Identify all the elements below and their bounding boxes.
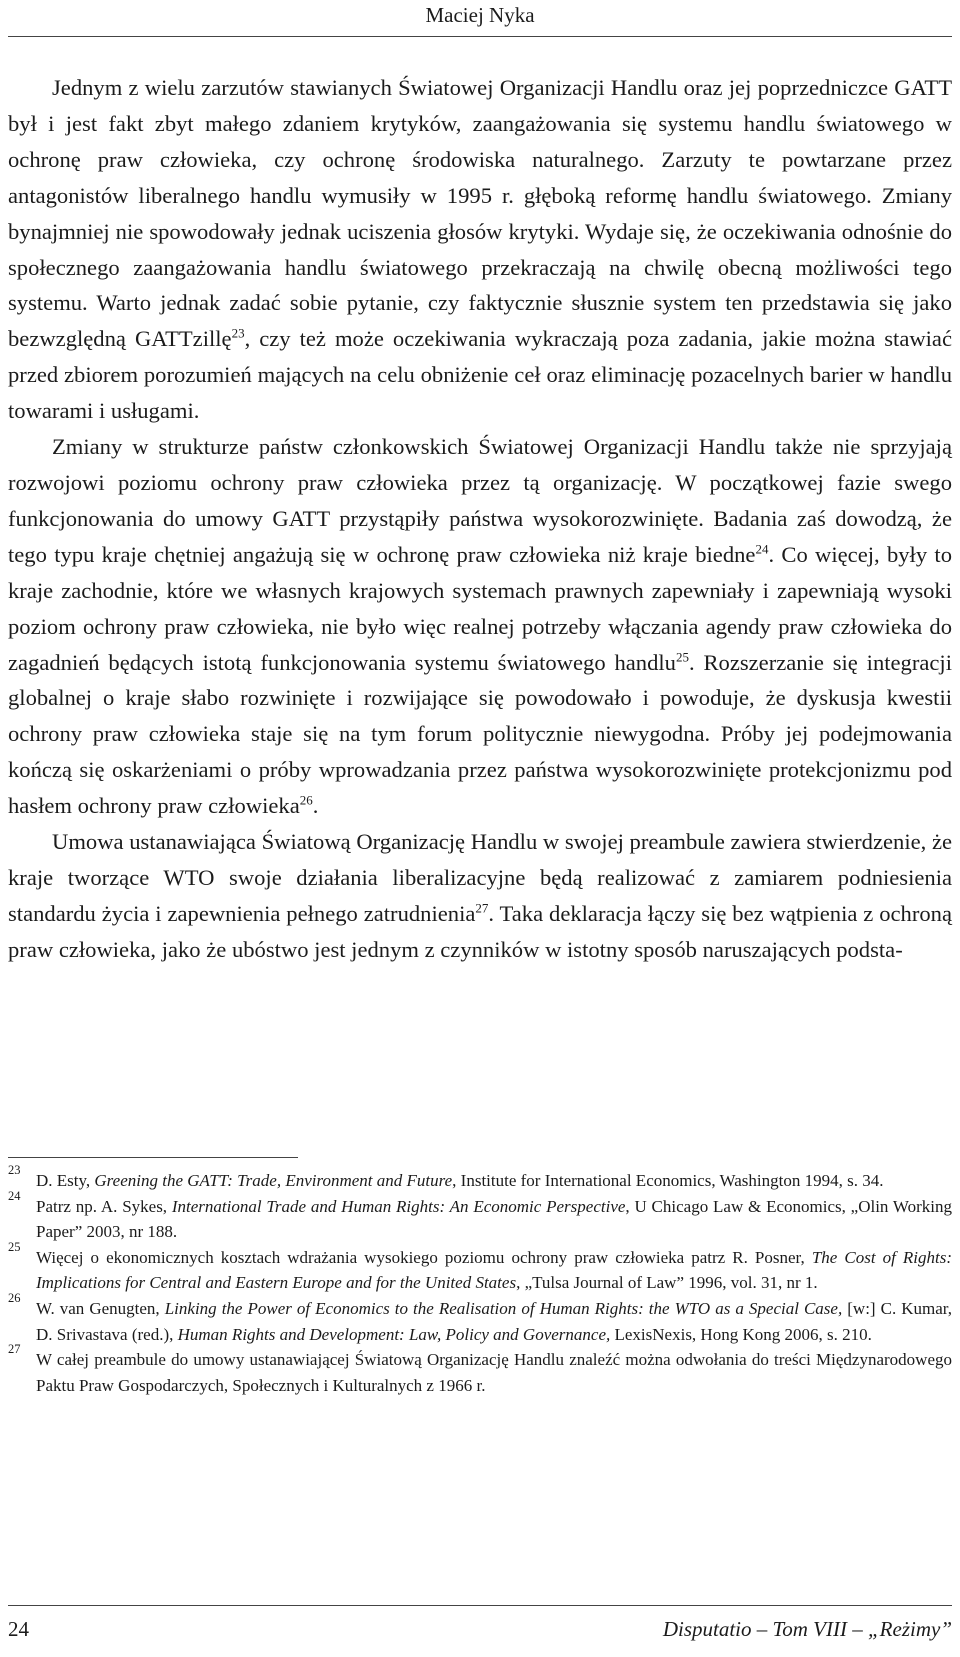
footer-rule [8,1605,952,1606]
footnote [8,1342,952,1398]
footnote-reference[interactable]: 23 [231,325,245,341]
footnote-title: Linking the Power of Economics to the Realisation of Human Rights: the WTO as a Special Case, [164,1298,843,1318]
footnote-text: , U Chicago Law & Economics, „Olin Working Paper” 2003, nr 188. [36,1196,952,1242]
paragraph-text: . Rozszerzanie się integracji globalnej o kraje słabo rozwinięte i rozwijające się powodowało i powoduje, że dyskusja kwestii ochrony praw człowieka staje się na tym forum politycznie niewygodna. Próby jej podejmowania kończą się oskarżeniami o próby wprowadzania przez państwa wysokorozwinięte protekcjonizmu pod hasłem ochrony praw człowieka [8,649,952,819]
paragraph-text: Zmiany w strukturze państw członkowskich Światowej Organizacji Handlu także nie sprzyjają rozwojowi poziomu ochrony praw człowieka przez tą organizację. W początkowej fazie swego funkcjonowania do umowy GATT przystąpiły państwa wysokorozwinięte. Badania zaś dowodzą, że tego typu kraje chętniej angażują się w ochronę praw człowieka niż kraje biedne [8,434,952,567]
footnote-reference[interactable]: 27 [475,900,489,916]
footnote-text: , „Tulsa Journal of Law” 1996, vol. 31, nr 1. [516,1273,818,1293]
footnote-text: Więcej o ekonomicznych kosztach wdrażania wysokiego poziomu ochrony praw człowieka patrz R. Posner, [36,1247,812,1267]
header-rule [8,36,952,37]
footnote-text: [w:] C. Kumar, D. Srivastava (red.), [36,1298,953,1344]
footnote-reference[interactable]: 26 [299,792,313,808]
footnotes [8,1163,953,1398]
paragraph-text: . [312,793,319,819]
footnote-title: Human Rights and Development: Law, Policy and Governance, [177,1324,611,1344]
journal-title: Disputatio – Tom VIII – „Reżimy” [662,1617,952,1641]
footnote-text: W. van Genugten, [36,1298,165,1318]
footnote [8,1239,952,1296]
footnote-separator [8,1157,298,1158]
footnote-number: 27 [8,1342,21,1357]
footnote-reference[interactable]: 24 [755,541,769,557]
footnote-text: , Institute for International Economics, Washington 1994, s. 34. [452,1171,884,1190]
page-number: 24 [8,1617,29,1641]
running-footer [8,1614,952,1650]
footnote-text: D. Esty, [36,1171,95,1190]
footnote-number: 25 [8,1239,21,1254]
footnote [8,1290,953,1347]
paragraph-text: Umowa ustanawiająca Światową Organizację Handlu w swojej preambule zawiera stwierdzenie, że kraje tworzące WTO swoje działania liberalizacyjne będą realizować z zamiarem podniesienia standardu życia i zapewnienia pełnego zatrudnienia [8,829,952,926]
footnote-title: Greening the GATT: Trade, Environment and Future [94,1171,453,1190]
body-paragraph [8,70,952,429]
paragraph-text: Jednym z wielu zarzutów stawianych Światowej Organizacji Handlu oraz jej poprzedniczce GATT był i jest fakt zbyt małego zdaniem krytyków, zaangażowania się systemu handlu światowego w ochronę praw człowieka, czy ochronę środowiska naturalnego. Zarzuty te powtarzane przez antagonistów liberalnego handlu wymusiły w 1995 r. głęboką reformę handlu światowego. Zmiany bynajmniej nie spowodowały jednak uciszenia głosów krytyki. Wydaje się, że oczekiwania odnośnie do społecznego zaangażowania handlu światowego przekraczają na chwilę obecną możliwości tego systemu. Warto jednak zadać sobie pytanie, czy faktycznie słusznie system ten przedstawia się jako bezwzględną GATTzillę [8,75,952,352]
running-header [0,0,960,36]
footnote-number: 23 [8,1163,21,1177]
footnote-reference[interactable]: 25 [675,648,689,664]
paragraph-text: . Co więcej, były to kraje zachodnie, które we własnych krajowych systemach prawnych zapewniały i zapewniają wysoki poziom ochrony praw człowieka, nie było więc realnej potrzeby włączania agendy praw człowieka do zagadnień będących istotą funkcjonowania systemu światowego handlu [8,541,952,675]
footnote-number: 26 [8,1290,21,1305]
footnote-title: International Trade and Human Rights: An Economic Perspective [171,1196,626,1216]
paragraph-text: . Taka deklaracja łączy się bez wątpienia z ochroną praw człowieka, jako że ubóstwo jest jednym z czynników w istotny sposób naruszających podsta- [8,900,952,962]
footnote [8,1163,952,1194]
body-text [8,70,952,968]
footnote-title: The Cost of Rights: Implications for Central and Eastern Europe and for the United States [36,1247,952,1293]
footnote-text: LexisNexis, Hong Kong 2006, s. 210. [610,1324,872,1344]
header-author: Maciej Nyka [425,3,535,27]
body-paragraph [8,429,952,824]
footnote-text: Patrz np. A. Sykes, [36,1196,172,1216]
body-paragraph [8,824,952,968]
footnote [8,1188,952,1245]
footnote-text: W całej preambule do umowy ustanawiającej Światową Organizację Handlu znaleźć można odwołania do treści Międzynarodowego Paktu Praw Gospodarczych, Społecznych i Kulturalnych z 1966 r. [36,1350,952,1395]
footnote-number: 24 [8,1188,21,1203]
paragraph-text: , czy też może oczekiwania wykraczają poza zadania, jakie można stawiać przed zbiorem porozumień mających na celu obniżenie ceł oraz eliminację pozacelnych barier w handlu towarami i usługami. [8,326,952,424]
